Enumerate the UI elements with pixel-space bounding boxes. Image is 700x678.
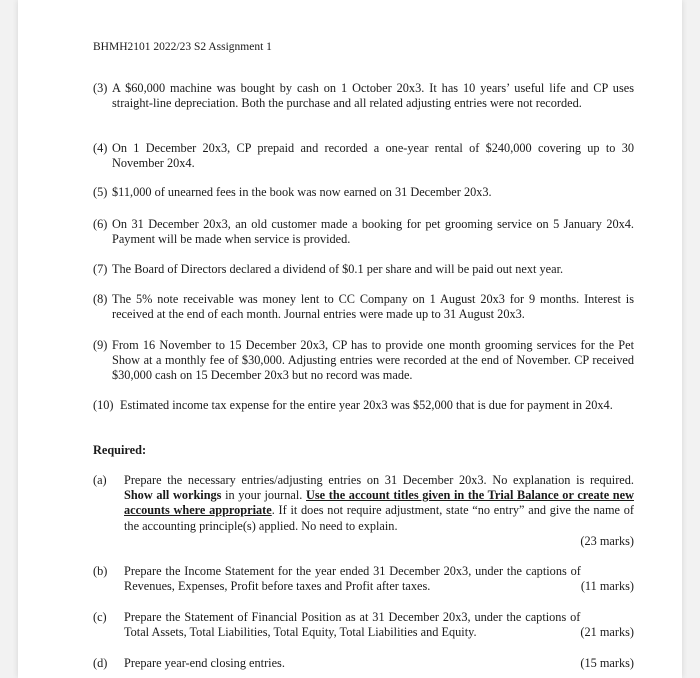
requirement-d: [93, 656, 634, 671]
list-item: [93, 217, 634, 247]
item-number: (4): [93, 141, 108, 155]
list-item: [93, 185, 634, 200]
requirement-text: Prepare the necessary entries/adjusting entries on 31 December 20x3. No explanation is required. Show all workings in your journal. Use the account titles given in the Trial Balance or create new accounts where appropriate. If it does not require adjustment, state “no entry” and give the name of the accounting principle(s) applied. No need to explain.: [124, 473, 634, 533]
list-item: [93, 141, 634, 171]
marks-label: (11 marks): [580, 579, 634, 593]
requirement-c: [93, 610, 634, 640]
document-page: [18, 0, 682, 678]
list-item: [93, 292, 634, 322]
underlined-instruction: Use the account titles given in the Trial Balance or create new accounts where appropriate: [124, 488, 634, 518]
item-text: $11,000 of unearned fees in the book was now earned on 31 December 20x3.: [112, 185, 492, 199]
emphasis-text: Show all workings: [124, 488, 222, 503]
requirement-letter: (b): [93, 564, 108, 578]
item-text: The Board of Directors declared a dividend of $0.1 per share and will be paid out next year.: [112, 262, 564, 276]
requirement-text: (15 marks) Prepare year-end closing entries.: [124, 656, 634, 670]
item-number: (10): [93, 398, 114, 412]
item-number: (8): [93, 292, 108, 306]
item-number: (7): [93, 262, 108, 276]
requirement-letter: (d): [93, 656, 108, 670]
marks-label: (23 marks): [580, 533, 634, 548]
item-text: A $60,000 machine was bought by cash on 1 October 20x3. It has 10 years’ useful life and CP uses straight-line depreciation. Both the purchase and all related adjusting entries were not recorded.: [112, 81, 634, 111]
requirement-text: (11 marks) Prepare the Income Statement for the year ended 31 December 20x3, under the captions of Revenues, Expenses, Profit before taxes and Profit after taxes.: [124, 564, 634, 594]
item-text: The 5% note receivable was money lent to CC Company on 1 August 20x3 for 9 months. Interest is received at the end of each month. Journal entries were made up to 31 August 20x3.: [112, 292, 634, 322]
item-number: (9): [93, 338, 108, 352]
marks-label: (21 marks): [580, 625, 634, 639]
item-number: (5): [93, 185, 108, 199]
item-text: On 31 December 20x3, an old customer made a booking for pet grooming service on 5 January 20x4. Payment will be made when service is provided.: [112, 217, 634, 247]
required-heading: Required:: [93, 443, 147, 457]
requirement-a: [93, 473, 634, 549]
list-item: [93, 398, 634, 413]
requirement-letter: (c): [93, 610, 107, 624]
item-text: From 16 November to 15 December 20x3, CP has to provide one month grooming services for the Pet Show at a monthly fee of $30,000. Adjusting entries were recorded at the end of November. CP received $30,000 cash on 15 December 20x3 but no record was made.: [112, 338, 634, 383]
list-item: [93, 262, 634, 277]
requirement-b: [93, 564, 634, 594]
requirement-text: (21 marks) Prepare the Statement of Financial Position as at 31 December 20x3, under the captions of Total Assets, Total Liabilities, Total Equity, Total Liabilities and Equity.: [124, 610, 634, 640]
item-number: (6): [93, 217, 108, 231]
document-header: BHMH2101 2022/23 S2 Assignment 1: [93, 41, 272, 53]
item-text: Estimated income tax expense for the entire year 20x3 was $52,000 that is due for payment in 20x4.: [120, 398, 613, 412]
list-item: [93, 81, 634, 111]
item-text: On 1 December 20x3, CP prepaid and recorded a one-year rental of $240,000 covering up to 30 November 20x4.: [112, 141, 634, 171]
item-number: (3): [93, 81, 108, 95]
list-item: [93, 338, 634, 384]
marks-label: (15 marks): [580, 656, 634, 670]
requirement-letter: (a): [93, 473, 107, 487]
